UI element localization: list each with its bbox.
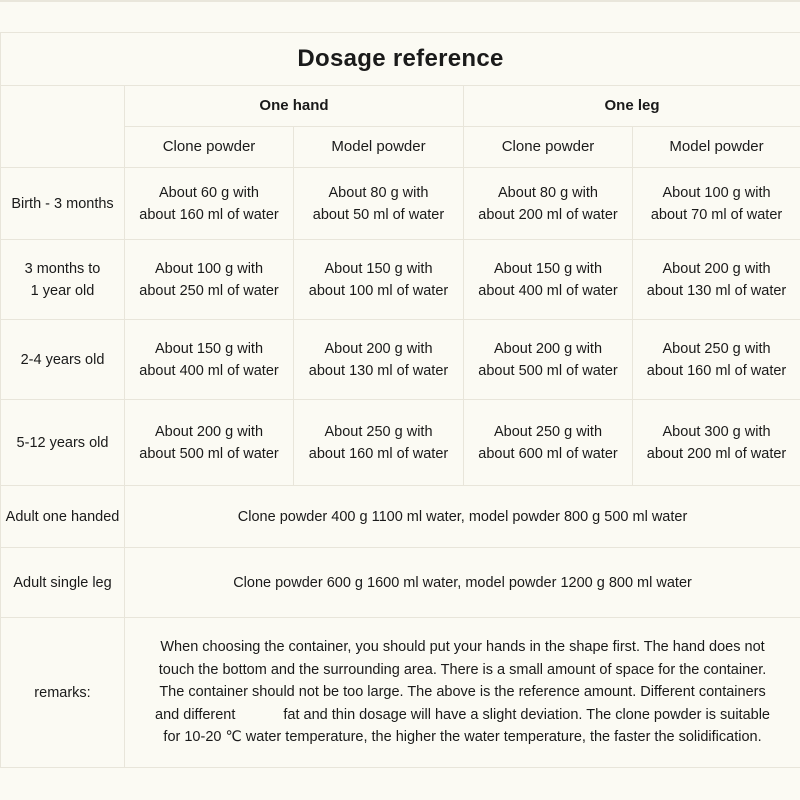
cell-line-1: About 150 g with [324, 260, 433, 277]
dosage-cell [125, 240, 294, 320]
row-label [1, 168, 125, 240]
dosage-cell [633, 168, 800, 240]
cell-line-1: About 150 g with [154, 340, 264, 357]
table-row [1, 400, 800, 486]
table-row-remarks [1, 618, 800, 768]
remarks-line-part: fat and thin dosage will have a slight deviation. The clone powder is suitable [283, 706, 770, 723]
dosage-cell [464, 400, 633, 486]
cell-line-2: about 130 ml of water [646, 282, 787, 299]
cell-line-1: About 200 g with [493, 340, 603, 357]
adult-dosage-cell: Clone powder 600 g 1600 ml water, model powder 1200 g 800 ml water [125, 548, 800, 618]
cell-line-2: about 250 ml of water [139, 282, 279, 299]
dosage-cell [294, 400, 464, 486]
cell-line-1: About 100 g with [662, 184, 771, 201]
sub-header-model-hand: Model powder [294, 127, 464, 168]
cell-line-2: about 50 ml of water [312, 206, 445, 223]
cell-line-2: about 160 ml of water [308, 445, 449, 462]
dosage-cell [294, 320, 464, 400]
dosage-table [0, 32, 800, 768]
cell-line-2: about 600 ml of water [478, 445, 618, 462]
cell-line-2: about 160 ml of water [139, 206, 279, 223]
dosage-cell [464, 320, 633, 400]
table-row [1, 320, 800, 400]
cell-line-1: About 200 g with [662, 260, 771, 277]
cell-line-1: About 250 g with [324, 423, 433, 440]
table-row [1, 168, 800, 240]
table-row [1, 240, 800, 320]
remarks-text [125, 618, 800, 768]
dosage-cell [464, 240, 633, 320]
cell-line-2: about 500 ml of water [139, 445, 279, 462]
dosage-cell [294, 240, 464, 320]
sub-header-clone-hand: Clone powder [125, 127, 294, 168]
row-label-line: Birth - 3 months [11, 195, 114, 212]
row-label-line: 5-12 years old [16, 434, 109, 451]
row-label: Adult single leg [1, 548, 125, 618]
row-label-line: 3 months to [24, 260, 101, 277]
cell-line-1: About 300 g with [662, 423, 771, 440]
remarks-label: remarks: [1, 618, 125, 768]
cell-line-2: about 400 ml of water [478, 282, 618, 299]
cell-line-1: About 250 g with [662, 340, 771, 357]
dosage-cell [633, 320, 800, 400]
row-label-line: 1 year old [30, 282, 95, 299]
remarks-line: for 10-20 ℃ water temperature, the higher the water temperature, the faster the solidification. [163, 729, 762, 746]
dosage-cell [294, 168, 464, 240]
adult-dosage-cell: Clone powder 400 g 1100 ml water, model powder 800 g 500 ml water [125, 486, 800, 548]
dosage-cell [125, 320, 294, 400]
dosage-cell [633, 240, 800, 320]
remarks-line-part: and different [155, 706, 236, 723]
cell-line-2: about 400 ml of water [139, 362, 279, 379]
row-label-line: 2-4 years old [20, 351, 105, 368]
sub-header-model-leg: Model powder [633, 127, 800, 168]
remarks-line-split [131, 704, 794, 726]
cell-line-1: About 150 g with [493, 260, 603, 277]
cell-line-1: About 80 g with [328, 184, 429, 201]
cell-line-1: About 100 g with [154, 260, 264, 277]
corner-cell [1, 86, 125, 168]
cell-line-2: about 130 ml of water [308, 362, 449, 379]
row-label [1, 240, 125, 320]
remarks-line: touch the bottom and the surrounding area. There is a small amount of space for the container. [158, 661, 767, 678]
cell-line-2: about 500 ml of water [478, 362, 618, 379]
cell-line-1: About 60 g with [159, 184, 259, 201]
remarks-line: The container should not be too large. The above is the reference amount. Different containers [159, 684, 766, 701]
row-label: Adult one handed [1, 486, 125, 548]
table-row-adult-hand [1, 486, 800, 548]
cell-line-1: About 250 g with [493, 423, 603, 440]
cell-line-2: about 100 ml of water [308, 282, 449, 299]
remarks-line: When choosing the container, you should put your hands in the shape first. The hand does not [160, 639, 765, 656]
cell-line-2: about 70 ml of water [650, 206, 783, 223]
cell-line-2: about 200 ml of water [646, 445, 787, 462]
cell-line-2: about 160 ml of water [646, 362, 787, 379]
row-label [1, 320, 125, 400]
cell-line-1: About 200 g with [154, 423, 264, 440]
dosage-cell [125, 400, 294, 486]
dosage-cell [125, 168, 294, 240]
dosage-cell [464, 168, 633, 240]
table-row-adult-leg [1, 548, 800, 618]
sub-header-clone-leg: Clone powder [464, 127, 633, 168]
group-header-one-leg: One leg [464, 86, 800, 127]
cell-line-1: About 80 g with [498, 184, 598, 201]
dosage-cell [633, 400, 800, 486]
row-label [1, 400, 125, 486]
page-title: Dosage reference [1, 33, 800, 86]
cell-line-2: about 200 ml of water [478, 206, 618, 223]
group-header-one-hand: One hand [125, 86, 464, 127]
cell-line-1: About 200 g with [324, 340, 433, 357]
